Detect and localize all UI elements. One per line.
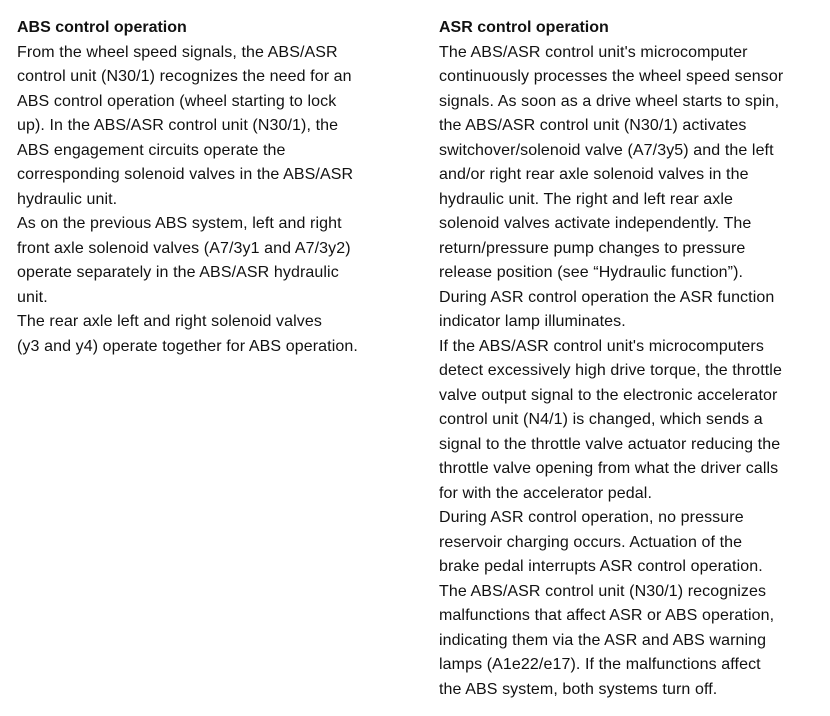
body-line: front axle solenoid valves (A7/3y1 and A7/3y2) [17,239,351,257]
body-line: reservoir charging occurs. Actuation of the [439,533,743,551]
body-line: and/or right rear axle solenoid valves in the [439,166,749,183]
body-line: signal to the throttle valve actuator reducing the [439,435,781,453]
body-line: As on the previous ABS system, left and right [17,215,342,232]
body-line: release position (see “Hydraulic function”). [439,264,744,281]
body-line: for with the accelerator pedal. [439,484,652,502]
body-line: continuously processes the wheel speed sensor [439,68,784,85]
body-line: unit. [17,288,48,306]
body-line: solenoid valves activate independently. The [439,215,752,232]
body-line: corresponding solenoid valves in the ABS/ASR [17,166,354,183]
body-line: The ABS/ASR control unit (N30/1) recognizes [439,582,767,600]
asr-section-body [439,41,824,703]
body-line: the ABS/ASR control unit (N30/1) activates [439,117,747,134]
body-line: brake pedal interrupts ASR control operation. [439,558,763,575]
body-line: hydraulic unit. The right and left rear axle [439,190,734,208]
body-line: ABS engagement circuits operate the [17,141,286,159]
body-line: hydraulic unit. [17,190,118,208]
body-line: the ABS system, both systems turn off. [439,680,718,698]
body-line: indicator lamp illuminates. [439,313,626,330]
body-line: lamps (A1e22/e17). If the malfunctions affect [439,656,761,673]
body-line: From the wheel speed signals, the ABS/ASR [17,43,338,61]
asr-control-operation-section [439,16,824,702]
body-line: The rear axle left and right solenoid valves [17,313,323,330]
body-line: detect excessively high drive torque, the throttle [439,362,782,379]
abs-control-operation-section [17,16,412,359]
body-line: ABS control operation (wheel starting to lock [17,92,337,110]
body-line: switchover/solenoid valve (A7/3y5) and the left [439,141,774,159]
abs-section-heading: ABS control operation [17,19,187,36]
body-line: valve output signal to the electronic accelerator [439,386,778,404]
body-line: During ASR control operation, no pressure [439,509,744,526]
body-line: If the ABS/ASR control unit's microcomputers [439,337,764,355]
body-line: During ASR control operation the ASR function [439,288,775,306]
body-line: (y3 and y4) operate together for ABS operation. [17,337,358,355]
body-line: The ABS/ASR control unit's microcomputer [439,43,748,61]
body-line: operate separately in the ABS/ASR hydraulic [17,264,339,281]
body-line: control unit (N30/1) recognizes the need for an [17,68,352,85]
body-line: signals. As soon as a drive wheel starts to spin, [439,92,780,110]
body-line: up). In the ABS/ASR control unit (N30/1), the [17,117,339,134]
body-line: malfunctions that affect ASR or ABS operation, [439,607,775,624]
body-line: indicating them via the ASR and ABS warning [439,631,767,649]
body-line: control unit (N4/1) is changed, which sends a [439,411,763,428]
abs-section-body [17,41,412,360]
body-line: return/pressure pump changes to pressure [439,239,746,257]
body-line: throttle valve opening from what the driver calls [439,460,779,477]
asr-section-heading: ASR control operation [439,19,609,36]
